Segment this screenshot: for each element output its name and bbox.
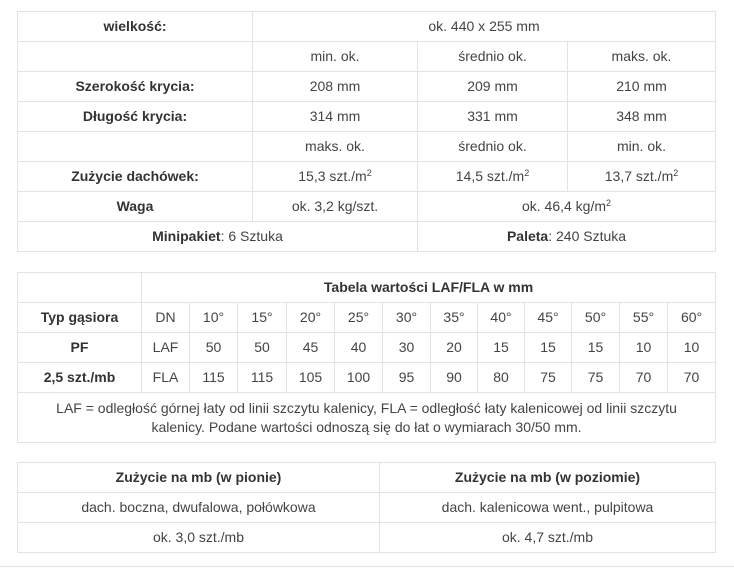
fla-label: FLA [142,363,190,393]
range-header: min. ok. [568,132,716,162]
angle-cell: 20° [287,303,335,333]
range-header-row [18,132,716,162]
fla-value: 105 [287,363,335,393]
angle-cell: 10° [190,303,238,333]
laf-value: 45 [287,333,335,363]
usage-label: Zużycie dachówek: [18,162,253,192]
angle-cell: 25° [335,303,383,333]
header-row [18,463,716,493]
laf-value: 15 [572,333,620,363]
fla-value: 70 [668,363,716,393]
note-row [18,393,716,443]
dn-label: DN [142,303,190,333]
weight-area-value: ok. 46,4 $kg/m^2$ [418,192,716,222]
length-value: 314 mm [253,102,418,132]
length-value: 348 mm [568,102,716,132]
laf-value: 15 [525,333,572,363]
size-row [18,12,716,42]
weight-label: Waga [18,192,253,222]
note-text: LAF = odległość górnej łaty od linii szczytu kalenicy, FLA = odległość łaty kalenicowej od linii szczytu kalenicy. Podane wartości odnoszą się do łat o wymiarach 30/50 mm. [18,393,716,443]
pallet-value: : 240 Sztuka [548,228,627,244]
laf-value: 10 [620,333,668,363]
minipack-label: Minipakiet [152,228,221,244]
weight-piece-value: ok. 3,2 kg/szt. [253,192,418,222]
length-row [18,102,716,132]
horizontal-type: dach. kalenicowa went., pulpitowa [380,493,716,523]
range-header: średnio ok. [418,42,568,72]
range-header: maks. ok. [568,42,716,72]
type-row [18,493,716,523]
laf-value: 10 [668,333,716,363]
row-label: 2,5 szt./mb [18,363,142,393]
fla-value: 95 [383,363,431,393]
width-value: 210 mm [568,72,716,102]
laf-row [18,333,716,363]
divider [0,566,734,567]
minipack-value: : 6 Sztuka [220,228,283,244]
size-label: wielkość: [18,12,253,42]
table-title: Tabela wartości LAF/FLA w mm [142,273,716,303]
pallet-label: Paleta [506,228,549,244]
minipack-cell [18,222,418,252]
title-row [18,273,716,303]
length-value: 331 mm [418,102,568,132]
row-label: PF [18,333,142,363]
range-header: maks. ok. [253,132,418,162]
laf-fla-table [17,272,716,443]
size-value: ok. 440 x 255 mm [253,12,716,42]
width-value: 208 mm [253,72,418,102]
usage-value: 14,5 $szt./m^2$ [418,162,568,192]
range-header-row [18,42,716,72]
fla-value: 80 [478,363,525,393]
specification-table [17,11,716,252]
weight-row [18,192,716,222]
angle-cell: 45° [525,303,572,333]
laf-value: 20 [431,333,478,363]
laf-value: 30 [383,333,431,363]
fla-value: 70 [620,363,668,393]
horizontal-value: ok. 4,7 szt./mb [380,523,716,553]
laf-label: LAF [142,333,190,363]
usage-row [18,162,716,192]
fla-value: 115 [190,363,238,393]
laf-value: 50 [238,333,287,363]
empty-cell [18,132,253,162]
laf-value: 15 [478,333,525,363]
range-header: średnio ok. [418,132,568,162]
fla-value: 90 [431,363,478,393]
value-row [18,523,716,553]
angle-cell: 15° [238,303,287,333]
width-row [18,72,716,102]
width-value: 209 mm [418,72,568,102]
width-label: Szerokość krycia: [18,72,253,102]
usage-value: 15,3 $szt./m^2$ [253,162,418,192]
row-label: Typ gąsiora [18,303,142,333]
vertical-value: ok. 3,0 szt./mb [18,523,380,553]
horizontal-header: Zużycie na mb (w poziomie) [380,463,716,493]
angle-cell: 60° [668,303,716,333]
pallet-cell [418,222,716,252]
angle-cell: 55° [620,303,668,333]
fla-value: 75 [572,363,620,393]
usage-value: 13,7 $szt./m^2$ [568,162,716,192]
packaging-row [18,222,716,252]
vertical-header: Zużycie na mb (w pionie) [18,463,380,493]
fla-value: 100 [335,363,383,393]
fla-value: 75 [525,363,572,393]
usage-per-mb-table [17,462,716,553]
fla-row [18,363,716,393]
angle-cell: 30° [383,303,431,333]
laf-value: 50 [190,333,238,363]
angle-cell: 40° [478,303,525,333]
range-header: min. ok. [253,42,418,72]
angle-cell: 50° [572,303,620,333]
empty-cell [18,273,142,303]
laf-value: 40 [335,333,383,363]
length-label: Długość krycia: [18,102,253,132]
empty-cell [18,42,253,72]
angle-cell: 35° [431,303,478,333]
vertical-type: dach. boczna, dwufalowa, połówkowa [18,493,380,523]
angle-row [18,303,716,333]
fla-value: 115 [238,363,287,393]
